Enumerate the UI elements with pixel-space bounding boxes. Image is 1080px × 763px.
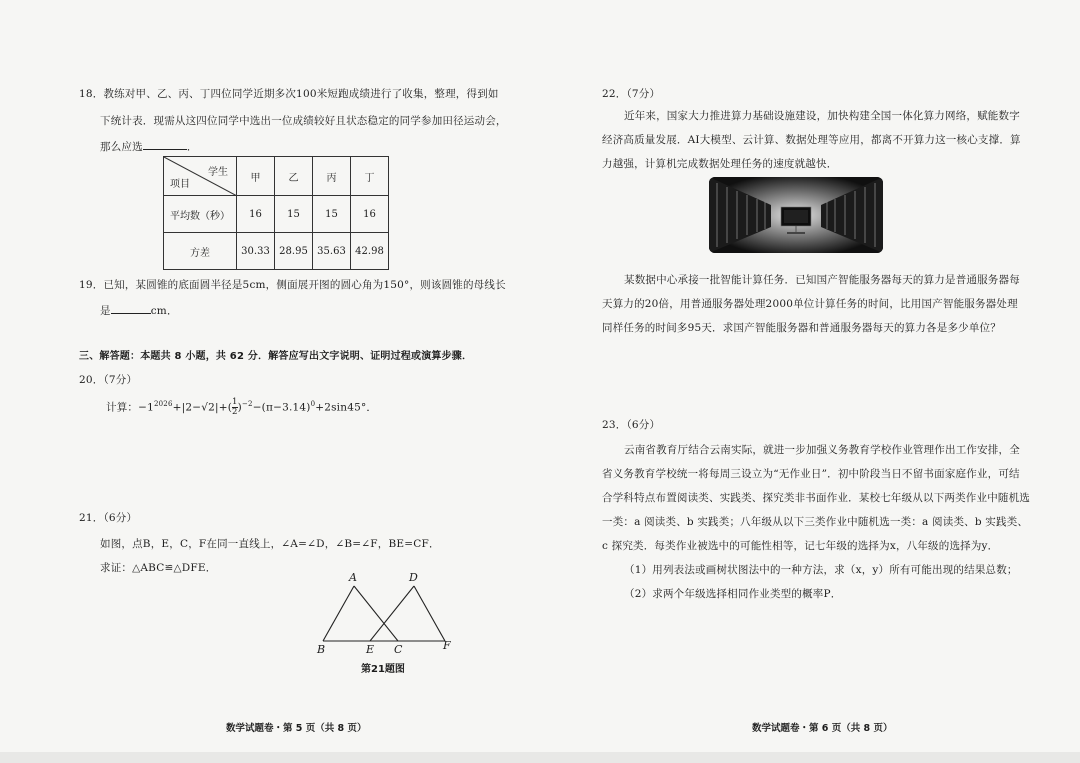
q22-p1-line3: 力越强，计算机完成数据处理任务的速度就越快． <box>602 158 838 170</box>
q20-expr-a: −1 <box>138 401 154 414</box>
q19-line2 <box>100 303 178 318</box>
q20-frac-num: 1 <box>232 397 238 407</box>
q23-line3: 合学科特点布置阅读类、实践类、探究类非书面作业．某校七年级从以下两类作业中随机选 <box>602 492 1030 504</box>
q22-p2-line1: 某数据中心承接一批智能计算任务．已知国产智能服务器每天的算力是普通服务器每 <box>624 274 1020 286</box>
table-cell: 16 <box>237 196 275 233</box>
q18-line3-before: 那么应选 <box>100 141 143 153</box>
right-page <box>540 0 1080 763</box>
corner-label-items: 项目 <box>170 179 190 190</box>
q22-p2-line3: 同样任务的时间多95天．求国产智能服务器和普通服务器每天的算力各是多少单位？ <box>602 322 1001 334</box>
table-header-cell: 丁 <box>351 157 389 196</box>
corner-label-students: 学生 <box>208 167 228 178</box>
right-page-footer: 数学试题卷・第 6 页（共 8 页） <box>752 723 893 734</box>
q21-heading: 21．（6分） <box>79 512 138 524</box>
q23-part2: （2）求两个年级选择相同作业类型的概率P． <box>624 588 842 600</box>
q23-line5: c 探究类．每类作业被选中的可能性相等，记七年级的选择为x，八年级的选择为y． <box>602 540 999 552</box>
q21-triangle-figure <box>310 568 460 660</box>
table-header-cell: 丙 <box>313 157 351 196</box>
segment-AB <box>323 586 354 641</box>
q20-expr-c: ) <box>237 401 242 414</box>
table-cell: 15 <box>313 196 351 233</box>
q22-p1-line2: 经济高质量发展．AI大模型、云计算、数据处理等应用，都离不开算力这一核心支撑．算 <box>602 134 1021 146</box>
label-C: C <box>394 643 403 656</box>
q23-line2: 省义务教育学校统一将每周三设立为“无作业日”．初中阶段当日不留书面家庭作业，可结 <box>602 468 1020 480</box>
q23-heading: 23．（6分） <box>602 419 661 431</box>
label-D: D <box>409 571 418 584</box>
table-cell: 15 <box>275 196 313 233</box>
q23-line4: 一类：a 阅读类、b 实践类；八年级从以下三类作业中随机选一类：a 阅读类、b 实践类、 <box>602 516 1029 528</box>
label-E: E <box>366 643 375 656</box>
table-row <box>164 233 389 270</box>
table-row <box>164 196 389 233</box>
q23-line1: 云南省教育厅结合云南实际，就进一步加强义务教育学校作业管理作出工作安排，全 <box>624 444 1020 456</box>
q23-part1: （1）用列表法或画树状图法中的一种方法，求（x，y）所有可能出现的结果总数； <box>624 564 1018 576</box>
q22-heading: 22．（7分） <box>602 88 661 100</box>
table-header-cell: 乙 <box>275 157 313 196</box>
segment-DF <box>414 586 445 641</box>
q19-line2-after: cm． <box>150 305 178 317</box>
table-header-cell: 甲 <box>237 157 275 196</box>
q21-line2: 求证：△ABC≌△DFE． <box>100 562 217 574</box>
q19-answer-blank <box>111 303 151 314</box>
q18-line2: 下统计表．现需从这四位同学中选出一位成绩较好且状态稳定的同学参加田径运动会， <box>100 115 507 127</box>
server-room-image <box>709 177 883 253</box>
q20-heading: 20．（7分） <box>79 374 138 386</box>
q20-expr-e: +2sin45°． <box>315 401 378 414</box>
q20-exp-neg2: −2 <box>241 400 253 408</box>
q21-line1: 如图，点B，E，C，F在同一直线上，∠A=∠D，∠B=∠F，BE=CF． <box>100 538 440 550</box>
q20-prefix: 计算： <box>106 401 139 414</box>
label-A: A <box>349 571 357 584</box>
table-header-row <box>164 157 389 196</box>
section-3-heading: 三、解答题：本题共 8 小题，共 62 分．解答应写出文字说明、证明过程或演算步骤． <box>79 351 473 362</box>
q18-line3 <box>100 139 198 154</box>
table-cell: 42.98 <box>351 233 389 270</box>
left-page-footer: 数学试题卷・第 5 页（共 8 页） <box>226 723 367 734</box>
q18-line1: 18．教练对甲、乙、丙、丁四位同学近期多次100米短跑成绩进行了收集，整理，得到如 <box>79 88 499 100</box>
data-center-photo <box>709 177 883 253</box>
q20-expression <box>106 398 377 417</box>
table-row-label: 平均数（秒） <box>164 196 237 233</box>
q22-p2-line2: 天算力的20倍，用普通服务器处理2000单位计算任务的时间，比用国产智能服务器处理 <box>602 298 1018 310</box>
q20-frac-den: 2 <box>232 407 238 417</box>
q20-expr-b: +|2−√2|+( <box>172 401 233 414</box>
table-cell: 28.95 <box>275 233 313 270</box>
q18-line3-after: ． <box>186 141 198 153</box>
page-bottom-edge <box>0 752 1080 763</box>
q20-exp-0: 0 <box>310 400 316 408</box>
q18-answer-blank <box>143 139 187 150</box>
table-corner-cell <box>164 157 237 196</box>
q22-p1-line1: 近年来，国家大力推进算力基础设施建设，加快构建全国一体化算力网络，赋能数字 <box>624 110 1020 122</box>
table-row-label: 方差 <box>164 233 237 270</box>
q20-exp-2026: 2026 <box>154 400 173 408</box>
label-F: F <box>443 639 451 652</box>
q18-score-table <box>163 156 389 270</box>
table-cell: 16 <box>351 196 389 233</box>
q19-line1: 19．已知，某圆锥的底面圆半径是5cm，侧面展开图的圆心角为150°，则该圆锥的母线长 <box>79 279 506 291</box>
table-cell: 30.33 <box>237 233 275 270</box>
label-B: B <box>317 643 326 656</box>
table-cell: 35.63 <box>313 233 351 270</box>
q21-figure-caption: 第21题图 <box>361 664 405 675</box>
q20-expr-d: −(π−3.14) <box>252 401 311 414</box>
q19-line2-before: 是 <box>100 305 111 317</box>
